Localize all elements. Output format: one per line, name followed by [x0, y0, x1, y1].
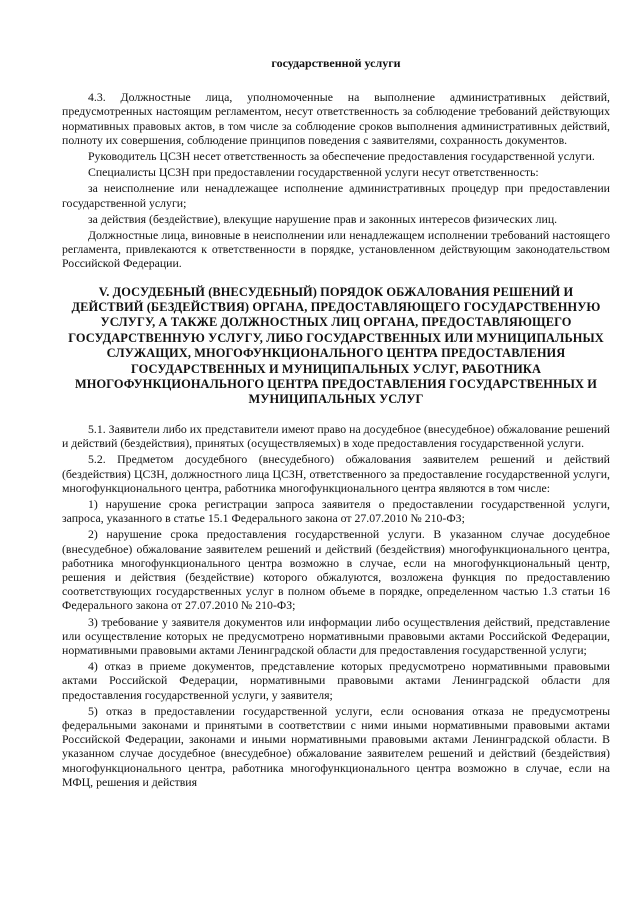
paragraph-actions-inaction: за действия (бездействие), влекущие нарушение прав и законных интересов физических лиц. — [88, 211, 558, 226]
paragraph-nonperformance: за неисполнение или ненадлежащее исполнение административных процедур при предоставлении государственной услуги; — [62, 181, 610, 210]
list-item-4: 4) отказ в приеме документов, представление которых предусмотрено нормативными правовыми актами Российской Федерации, нормативными правовыми актами Ленинградской области для предоставления государственной услуги, у заявителя; — [62, 659, 610, 702]
list-item-5: 5) отказ в предоставлении государственной услуги, если основания отказа не предусмотрены федеральными законами и принятыми в соответствии с ними иными нормативными правовыми актами Российской Федерации, законами и иными нормативными правовыми актами Ленинградской области. В указанном случае досудебное (внесудебное) обжалование заявителем решений и действий (бездействия) многофункционального центра, работника многофункционального центра возможно в случае, если на МФЦ, решения и действия — [62, 703, 610, 789]
document-page — [62, 56, 610, 791]
list-item-1: 1) нарушение срока регистрации запроса заявителя о предоставлении государственной услуги, запроса, указанного в статье 15.1 Федерального закона от 27.07.2010 № 210-ФЗ; — [62, 496, 610, 526]
paragraph-officials-liability: Должностные лица, виновные в неисполнении или ненадлежащем исполнении требований настоящего регламента, привлекаются к ответственности в порядке, установленном действующим законодательством Российской Федерации. — [62, 228, 610, 271]
section-5-heading: V. ДОСУДЕБНЫЙ (ВНЕСУДЕБНЫЙ) ПОРЯДОК ОБЖАЛОВАНИЯ РЕШЕНИЙ И ДЕЙСТВИЙ (БЕЗДЕЙСТВИЯ) ОРГАНА, ПРЕДОСТАВЛЯЮЩЕГО ГОСУДАРСТВЕННУЮ УСЛУГУ, А ТАКЖЕ ДОЛЖНОСТНЫХ ЛИЦ ОРГАНА, ПРЕДОСТАВЛЯЮЩЕГО ГОСУДАРСТВЕННУЮ УСЛУГУ, ЛИБО ГОСУДАРСТВЕННЫХ ИЛИ МУНИЦИПАЛЬНЫХ СЛУЖАЩИХ, МНОГОФУНКЦИОНАЛЬНОГО ЦЕНТРА ПРЕДОСТАВЛЕНИЯ ГОСУДАРСТВЕННЫХ И МУНИЦИПАЛЬНЫХ УСЛУГ, РАБОТНИКА МНОГОФУНКЦИОНАЛЬНОГО ЦЕНТРА ПРЕДОСТАВЛЕНИЯ ГОСУДАРСТВЕННЫХ И МУНИЦИПАЛЬНЫХ УСЛУГ — [68, 284, 604, 407]
section-5-body — [62, 422, 610, 789]
page-title: государственной услуги — [271, 56, 401, 70]
section-4-body — [62, 90, 610, 270]
paragraph-head-responsibility: Руководитель ЦСЗН несет ответственность за обеспечение предоставления государственной услуги. — [88, 149, 595, 164]
paragraph-5-2: 5.2. Предметом досудебного (внесудебного) обжалования заявителем решений и действий (бездействия) ЦСЗН, должностного лица ЦСЗН, ответственного за предоставление государственной услуги, многофункционального центра, работника многофункционального центра являются в том числе: — [62, 452, 610, 495]
paragraph-5-1: 5.1. Заявители либо их представители имеют право на досудебное (внесудебное) обжалование решений и действий (бездействия), принятых (осуществляемых) в ходе предоставления государственной услуги. — [62, 421, 610, 451]
paragraph-4-3: 4.3. Должностные лица, уполномоченные на выполнение административных действий, предусмотренных настоящим регламентом, несут ответственность за соблюдение требований действующих нормативных правовых актов, в том числе за соблюдение сроков выполнения административных действий, полноту их совершения, соблюдение принципов поведения с заявителями, сохранность документов. — [62, 90, 610, 147]
paragraph-specialists-responsibility: Специалисты ЦСЗН при предоставлении государственной услуги несут ответственность: — [88, 165, 539, 180]
list-item-2: 2) нарушение срока предоставления государственной услуги. В указанном случае досудебное (внесудебное) обжалование заявителем решений и действий (бездействия) многофункционального центра, работника многофункционального центра возможно в случае, если на многофункциональный центр, решения и действия (бездействие) которого обжалуются, возложена функция по предоставлению соответствующих государственных услуг в полном объеме в порядке, определенном частью 1.3 статьи 16 Федерального закона от 27.07.2010 № 210-ФЗ; — [62, 527, 610, 613]
list-item-3: 3) требование у заявителя документов или информации либо осуществления действий, представление или осуществление которых не предусмотрено нормативными правовыми актами Российской Федерации, нормативными правовыми актами Ленинградской области для предоставления государственной услуги; — [62, 614, 610, 657]
